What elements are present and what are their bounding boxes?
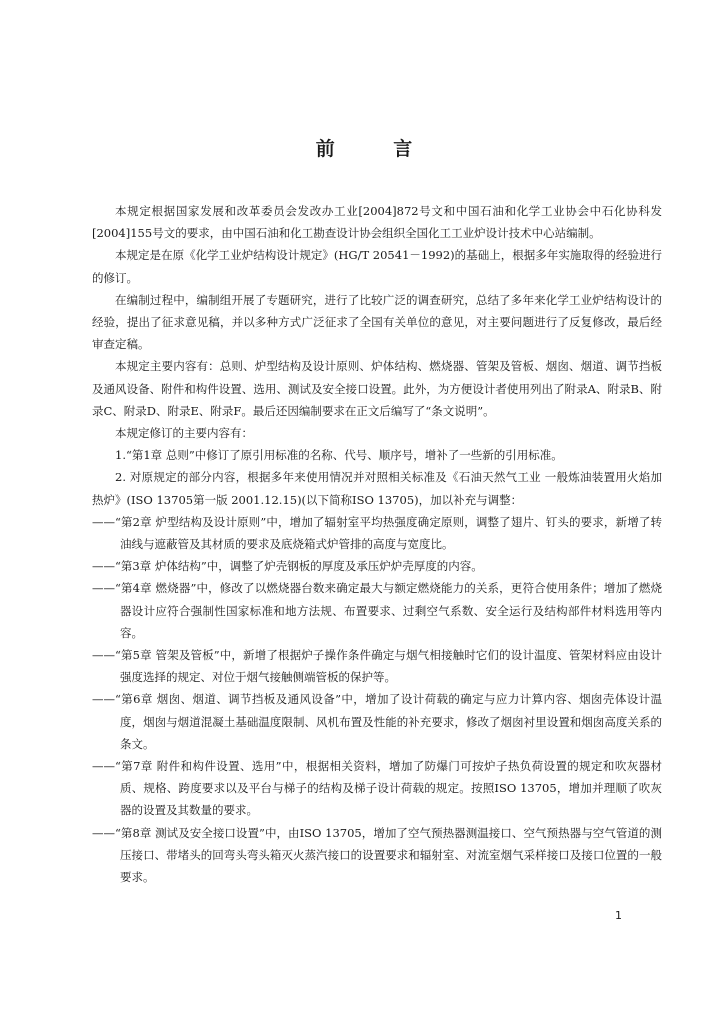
paragraph-basis: 本规定根据国家发展和改革委员会发改办工业[2004]872号文和中国石油和化学工业协会中石化协科发[2004]155号文的要求，由中国石油和化工勘查设计协会组织全国化工工业炉设计技术中心站编制。 (92, 204, 662, 241)
paragraph-process: 在编制过程中，编制组开展了专题研究，进行了比较广泛的调查研究，总结了多年来化学工业炉结构设计的经验，提出了征求意见稿，并以多种方式广泛征求了全国有关单位的意见，对主要问题进行了反复修改，最后经审查定稿。 (92, 292, 662, 352)
list-item-chapter-2: ——“第2章 炉型结构及设计原则”中，增加了辐射室平均热强度确定原则，调整了翅片、钉头的要求，新增了转油线与遮蔽管及其材质的要求及底烧箱式炉管排的高度与宽度比。 (92, 514, 662, 552)
paragraph-item-1: 1.“第1章 总则”中修订了原引用标准的名称、代号、顺序号，增补了一些新的引用标准。 (115, 448, 563, 463)
paragraph-contents: 本规定主要内容有：总则、炉型结构及设计原则、炉体结构、燃烧器、管架及管板、烟囱、烟道、调节挡板及通风设备、附件和构件设置、选用、测试及安全接口设置。此外，为方便设计者使用列出了附录A、附录B、附录C、附录D、附录E、附录F。最后还因编制要求在正文后编写了“条文说明”。 (92, 359, 662, 418)
paragraph-revision-heading: 本规定修订的主要内容有： (115, 426, 253, 441)
paragraph-item-2: 2. 对原规定的部分内容，根据多年来使用情况并对照相关标准及《石油天然气工业 一般炼油装置用火焰加热炉》(ISO 13705第一版 2001.12.15)(以下简称ISO 13705)，加以补充与调整： (92, 470, 662, 507)
page-number: 1 (615, 909, 622, 922)
list-item-chapter-8: ——“第8章 测试及安全接口设置”中，由ISO 13705，增加了空气预热器测温接口、空气预热器与空气管道的测压接口、带堵头的回弯头弯头箱灭火蒸汽接口的设置要求和辐射室、对流室烟气采样接口及接口位置的一般要求。 (92, 825, 662, 885)
paragraph-revision-basis: 本规定是在原《化学工业炉结构设计规定》(HG/T 20541－1992)的基础上，根据多年实施取得的经验进行的修订。 (92, 248, 662, 285)
page-title: 前 言 (315, 138, 439, 160)
list-item-chapter-3: ——“第3章 炉体结构”中，调整了炉壳钢板的厚度及承压炉炉壳厚度的内容。 (92, 559, 483, 574)
list-item-chapter-4: ——“第4章 燃烧器”中，修改了以燃烧器台数来确定最大与额定燃烧能力的关系，更符合使用条件；增加了燃烧器设计应符合强制性国家标准和地方法规、布置要求、过剩空气系数、安全运行及结构部件材料选用等内容。 (92, 581, 662, 640)
body-text (92, 200, 662, 888)
list-item-chapter-7: ——“第7章 附件和构件设置、选用”中，根据相关资料，增加了防爆门可按炉子热负荷设置的规定和吹灰器材质、规格、跨度要求以及平台与梯子的结构及梯子设计荷载的规定。按照ISO 13705，增加并理顺了吹灰器的设置及其数量的要求。 (92, 759, 662, 818)
list-item-chapter-6: ——“第6章 烟囱、烟道、调节挡板及通风设备”中，增加了设计荷载的确定与应力计算内容、烟囱壳体设计温度，烟囱与烟道混凝土基础温度限制、风机布置及性能的补充要求，修改了烟囱衬里设置和烟囱高度关系的条文。 (92, 692, 662, 751)
list-item-chapter-5: ——“第5章 管架及管板”中，新增了根据炉子操作条件确定与烟气相接触时它们的设计温度、管架材料应由设计强度选择的规定、对位于烟气接触侧端管板的保护等。 (92, 648, 662, 685)
